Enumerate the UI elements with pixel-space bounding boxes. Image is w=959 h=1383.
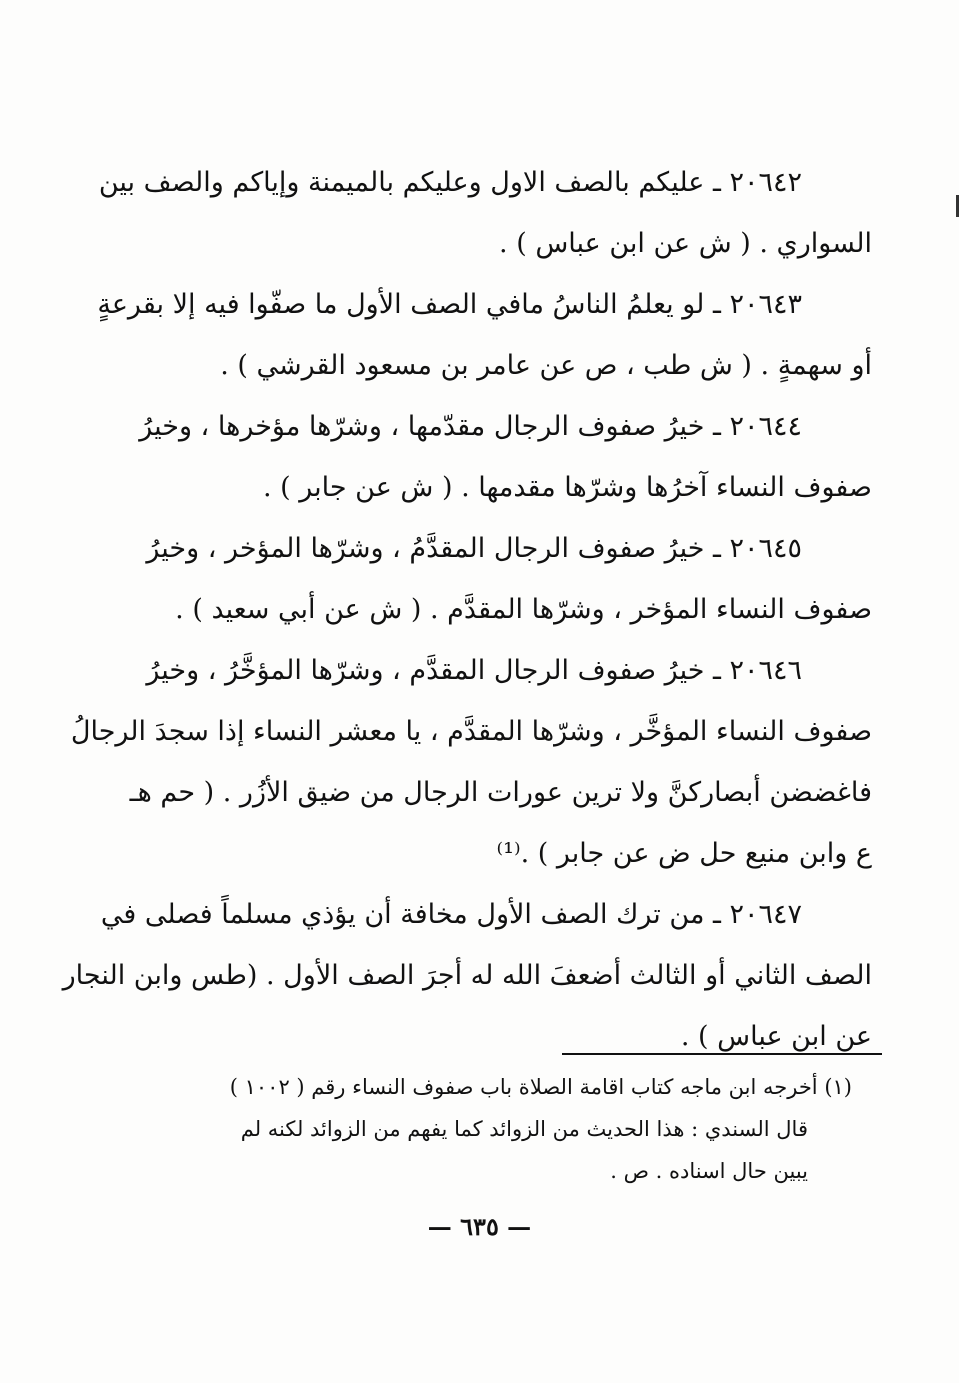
entry-20647-line-2: الصف الثاني أو الثالث أضعفَ الله له أجرَ الصف الأول . (طس وابن النجار bbox=[62, 960, 872, 991]
entry-20647-line-3: عن ابن عباس ) . bbox=[680, 1021, 872, 1052]
footnote-1-line-2: قال السندي : هذا الحديث من الزوائد كما يفهم من الزوائد لكنه لم bbox=[240, 1117, 808, 1141]
entry-20647-line-1: ٢٠٦٤٧ ـ من ترك الصف الأول مخافة أن يؤذي مسلماً فصلى في bbox=[100, 899, 802, 930]
entry-20643-line-2: أو سهمةٍ . ( ش طب ، ص عن عامر بن مسعود القرشي ) . bbox=[220, 350, 872, 381]
entry-20644-line-1: ٢٠٦٤٤ ـ خيرُ صفوف الرجال مقدّمها ، وشرّها مؤخرها ، وخيرُ bbox=[139, 411, 802, 442]
main-text bbox=[62, 152, 872, 1067]
footnotes bbox=[168, 1066, 852, 1192]
footnote-divider bbox=[562, 1053, 882, 1055]
entry-20643-line-1: ٢٠٦٤٣ ـ لو يعلمُ الناسُ مافي الصف الأول ما صفّوا فيه إلا بقرعةٍ bbox=[97, 289, 802, 320]
entry-20645-line-2: صفوف النساء المؤخر ، وشرّها المقدَّم . ( ش عن أبي سعيد ) . bbox=[175, 594, 872, 625]
entry-20644-line-2: صفوف النساء آخرُها وشرّها مقدمها . ( ش عن جابر ) . bbox=[262, 472, 872, 503]
entry-20642-line-2: السواري . ( ش عن ابن عباس ) . bbox=[499, 228, 872, 259]
entry-20645-line-1: ٢٠٦٤٥ ـ خيرُ صفوف الرجال المقدَّمُ ، وشرّها المؤخر ، وخيرُ bbox=[146, 533, 802, 564]
entry-20646-line-4: ع وابن منيع حل ض عن جابر ) .⁽¹⁾ bbox=[496, 838, 872, 869]
entry-20646-line-1: ٢٠٦٤٦ ـ خيرُ صفوف الرجال المقدَّم ، وشرّها المؤخَّرُ ، وخيرُ bbox=[146, 655, 802, 686]
entry-20642-line-1: ٢٠٦٤٢ ـ عليكم بالصف الاول وعليكم بالميمنة وإياكم والصف بين bbox=[98, 167, 802, 198]
entry-20646-line-2: صفوف النساء المؤخَّر ، وشرّها المقدَّم ، يا معشر النساء إذا سجدَ الرجالُ bbox=[70, 716, 872, 747]
footnote-1-line-3: يبين حال اسناده . ص . bbox=[610, 1159, 808, 1183]
footnote-1-line-1: (١) أخرجه ابن ماجه كتاب اقامة الصلاة باب صفوف النساء رقم ( ١٠٠٢ ) bbox=[229, 1075, 852, 1099]
page-number: — ٦٣٥ — bbox=[427, 1212, 532, 1241]
entry-20646-line-3: فاغضضن أبصاركنَّ ولا ترين عورات الرجال من ضيق الأزُر . ( حم هـ bbox=[129, 777, 872, 808]
